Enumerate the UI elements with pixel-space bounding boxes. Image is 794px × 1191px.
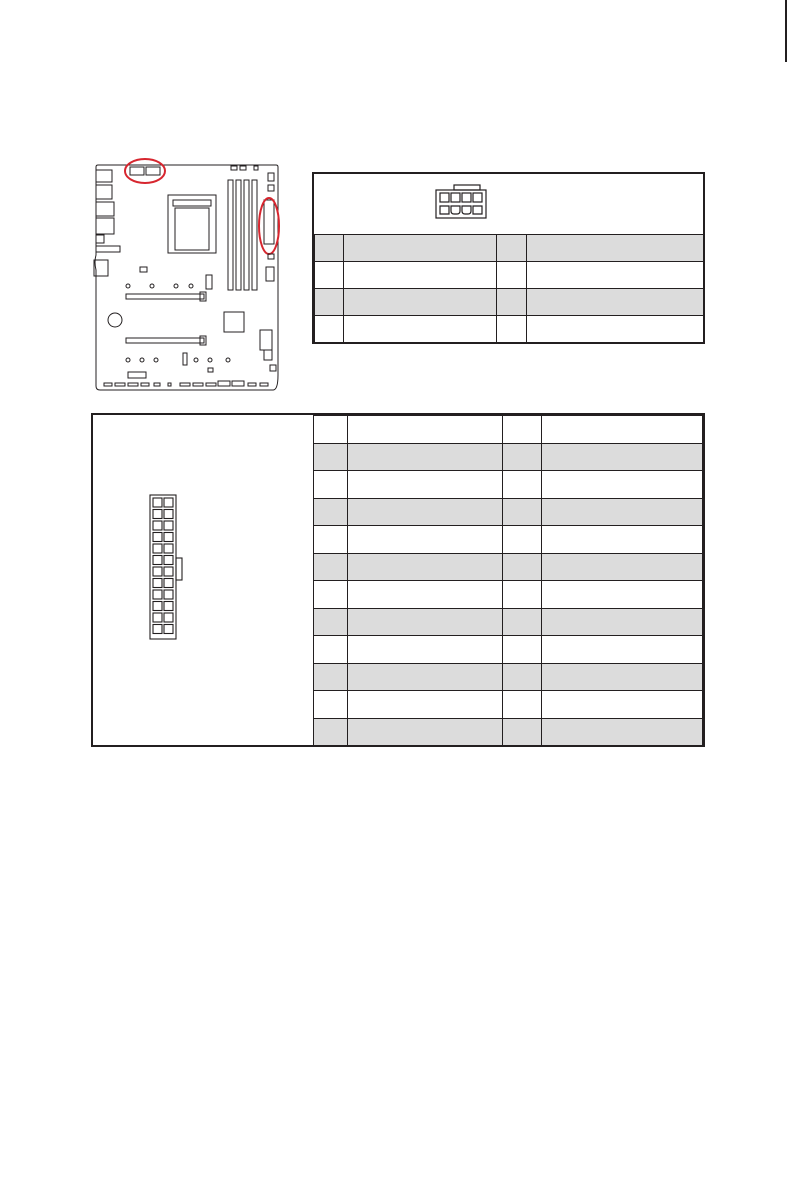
pin-number <box>314 416 348 444</box>
signal-name <box>542 718 703 746</box>
signal-name <box>348 608 503 636</box>
pin-number <box>497 235 527 262</box>
atx-8pin-pin-table <box>314 234 704 343</box>
pin-number <box>503 416 542 444</box>
pcie-slot <box>126 338 204 343</box>
pin-number <box>314 718 348 746</box>
io-port <box>96 202 114 216</box>
table-row <box>315 289 704 316</box>
table-row <box>314 636 703 664</box>
signal-name <box>542 691 703 719</box>
pin-number <box>314 526 348 554</box>
signal-name <box>542 608 703 636</box>
dimm-slot <box>252 180 257 290</box>
table-row <box>314 608 703 636</box>
table-row <box>315 316 704 343</box>
io-port <box>96 246 120 252</box>
signal-name <box>348 443 503 471</box>
pin-number <box>503 553 542 581</box>
pin-number <box>503 471 542 499</box>
pin-number <box>314 443 348 471</box>
pin-number <box>314 498 348 526</box>
pin-number <box>503 443 542 471</box>
cpu-power-connector <box>146 167 160 175</box>
table-row <box>314 526 703 554</box>
pin-number <box>503 636 542 664</box>
table-row <box>314 718 703 746</box>
signal-name <box>344 316 497 343</box>
io-port <box>96 170 112 182</box>
table-row <box>314 553 703 581</box>
chipset <box>224 312 244 332</box>
pin-number <box>497 262 527 289</box>
signal-name <box>542 636 703 664</box>
signal-name <box>527 316 704 343</box>
pin-number <box>314 608 348 636</box>
pin-number <box>503 498 542 526</box>
page-edge-rule <box>785 0 787 62</box>
pin-number <box>314 691 348 719</box>
signal-name <box>542 663 703 691</box>
io-port <box>96 235 104 243</box>
signal-name <box>542 526 703 554</box>
signal-name <box>344 262 497 289</box>
signal-name <box>348 718 503 746</box>
table-row <box>314 663 703 691</box>
signal-name <box>348 553 503 581</box>
signal-name <box>344 289 497 316</box>
signal-name <box>348 416 503 444</box>
signal-name <box>348 663 503 691</box>
signal-name <box>348 526 503 554</box>
dimm-slot <box>228 180 233 290</box>
table-row <box>314 443 703 471</box>
highlight-cpu-power <box>125 159 165 183</box>
signal-name <box>542 443 703 471</box>
pin-number <box>315 316 344 343</box>
pin-number <box>315 289 344 316</box>
cmos-battery <box>108 313 122 327</box>
connector-24pin-icon <box>148 493 184 643</box>
table-row <box>314 581 703 609</box>
table-row <box>315 262 704 289</box>
signal-name <box>344 235 497 262</box>
pin-grid <box>153 498 173 634</box>
signal-name <box>527 289 704 316</box>
signal-name <box>542 498 703 526</box>
pin-number <box>314 471 348 499</box>
signal-name <box>542 553 703 581</box>
pin-number <box>314 581 348 609</box>
io-port <box>96 185 112 199</box>
dimm-slot <box>244 180 249 290</box>
table-row <box>314 416 703 444</box>
pin-number <box>497 289 527 316</box>
signal-name <box>527 262 704 289</box>
atx-24pin-pin-table <box>313 415 703 746</box>
signal-name <box>348 498 503 526</box>
signal-name <box>348 581 503 609</box>
pin-number <box>503 581 542 609</box>
signal-name <box>527 235 704 262</box>
cpu-power-connector <box>130 167 144 175</box>
pin-number <box>315 262 344 289</box>
table-row <box>314 498 703 526</box>
pin-number <box>503 526 542 554</box>
table-row <box>314 471 703 499</box>
signal-name <box>348 471 503 499</box>
connector-8pin-icon <box>434 184 488 220</box>
table-row <box>314 691 703 719</box>
signal-name <box>348 691 503 719</box>
signal-name <box>542 416 703 444</box>
pin-number <box>503 608 542 636</box>
pin-number <box>315 235 344 262</box>
pin-number <box>314 663 348 691</box>
pin-number <box>497 316 527 343</box>
table-row <box>315 235 704 262</box>
pin-number <box>314 636 348 664</box>
motherboard-diagram <box>88 150 288 398</box>
signal-name <box>542 581 703 609</box>
pin-number <box>314 553 348 581</box>
pin-number <box>503 718 542 746</box>
cpu-socket-inner <box>175 208 209 250</box>
signal-name <box>542 471 703 499</box>
pin-number <box>503 691 542 719</box>
atx-24pin-connector <box>264 200 274 244</box>
signal-name <box>348 636 503 664</box>
highlight-atx-power <box>259 198 279 254</box>
pin-number <box>503 663 542 691</box>
pcie-slot <box>126 294 204 299</box>
dimm-slot <box>236 180 241 290</box>
io-port <box>96 218 114 234</box>
